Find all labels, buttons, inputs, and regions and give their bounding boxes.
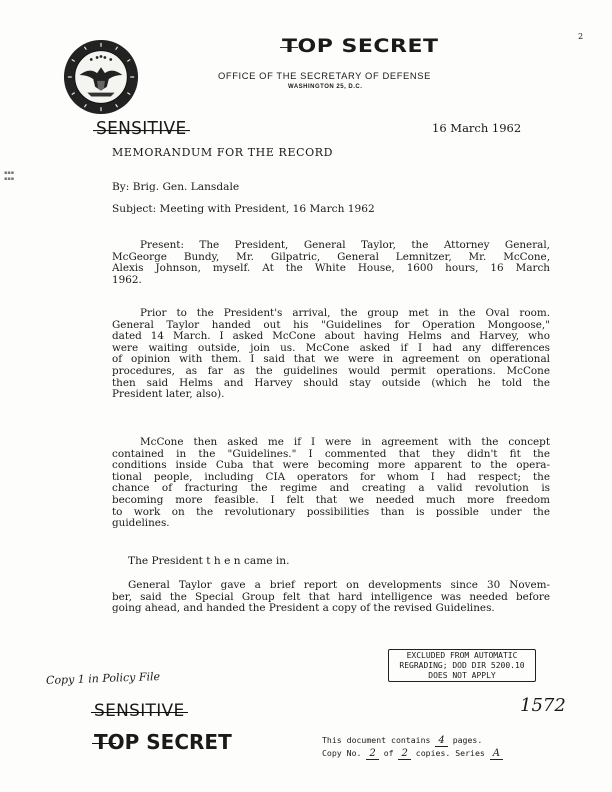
memo-title: MEMORANDUM FOR THE RECORD [112,146,334,159]
paragraph-line: McCone then asked me if I were in agreement with the concept [140,436,550,448]
paragraph-line: conditions inside Cuba that were becoming more apparent to the opera- [112,459,550,472]
office-location: WASHINGTON 25, D.C. [288,84,363,90]
memo-date: 16 March 1962 [432,121,522,135]
document-control-info: This document contains 4 pages. Copy No. 2 of 2 copies. Series A [322,734,503,760]
series-letter: A [490,748,503,760]
office-heading: OFFICE OF THE SECRETARY OF DEFENSE [218,70,431,81]
page-count: 4 [435,735,447,747]
paragraph-line: guidelines. [112,517,170,530]
paragraph-line: Prior to the President's arrival, the group met in the Oval room. [140,307,550,319]
paragraph-line: ber, said the Special Group felt that hard intelligence was needed before [112,590,550,603]
memo-author: By: Brig. Gen. Lansdale [112,181,240,193]
paragraph-line: becoming more feasible. I felt that we needed much more freedom [112,493,550,506]
margin-punch-marks: ▪▪▪ ▪▪▪ [4,170,15,182]
paragraph-line: then said Helms and Harvey should stay outside (which he told the [112,376,550,389]
copies-total: 2 [398,748,410,760]
paragraph-line: to work on the revolutionary possibilities than is possible under the [112,505,550,518]
paragraph-line: Alexis Johnson, myself. At the White House, 1600 hours, 16 March [112,262,550,275]
paragraph-line: going ahead, and handed the President a copy of the revised Guidelines. [112,602,495,615]
dod-seal-icon [62,38,140,116]
paragraph-line: General Taylor gave a brief report on developments since 30 Novem- [128,579,550,591]
paragraph-arrival [112,308,550,401]
paragraph-line: chance of fracturing the regime and creating a valid revolution is [112,482,550,495]
handwritten-note: Copy 1 in Policy File [45,670,161,687]
paragraph-line: dated 14 March. I asked McCone about having Helms and Harvey, who [112,330,550,343]
handwritten-number: 1572 [520,695,566,716]
paragraph-line: of opinion with them. I said that we were in agreement on operational [112,353,550,366]
exclusion-line: REGRADING; DOD DIR 5200.10 [399,661,525,670]
sensitive-marking-top: SENSITIVE [96,119,187,140]
president-entered-line: The President t h e n came in. [128,555,290,567]
classification-stamp-bottom: TOP SECRET [94,730,232,754]
copy-number: 2 [366,748,378,760]
memo-subject: Subject: Meeting with President, 16 March 1962 [112,203,375,215]
paragraph-line: tional people, including CIA operators for whom I had respect; the [112,470,550,483]
corner-mark: 2 [578,32,584,41]
paragraph-line: General Taylor handed out his "Guidelines for Operation Mongoose," [112,318,550,331]
paragraph-line: Present: The President, General Taylor, the Attorney General, [140,239,550,251]
exclusion-stamp [388,649,536,682]
paragraph-taylor-report [112,580,550,615]
paragraph-line: procedures, as far as the guidelines would permit operations. McCone [112,364,550,377]
paragraph-line: President later, also). [112,388,225,401]
paragraph-line: were waiting outside, join us. McCone asked if I had any differences [112,341,550,354]
paragraph-line: McGeorge Bundy, Mr. Gilpatric, General Lemnitzer, Mr. McCone, [112,250,550,263]
paragraph-present [112,240,550,286]
exclusion-line: EXCLUDED FROM AUTOMATIC [406,651,518,660]
classification-stamp-top: TOP SECRET [282,36,439,58]
paragraph-line: 1962. [112,273,142,286]
paragraph-guidelines [112,437,550,530]
exclusion-line: DOES NOT APPLY [428,671,496,680]
sensitive-marking-bottom: SENSITIVE [94,701,185,721]
paragraph-line: contained in the "Guidelines." I commented that they didn't fit the [112,447,550,460]
